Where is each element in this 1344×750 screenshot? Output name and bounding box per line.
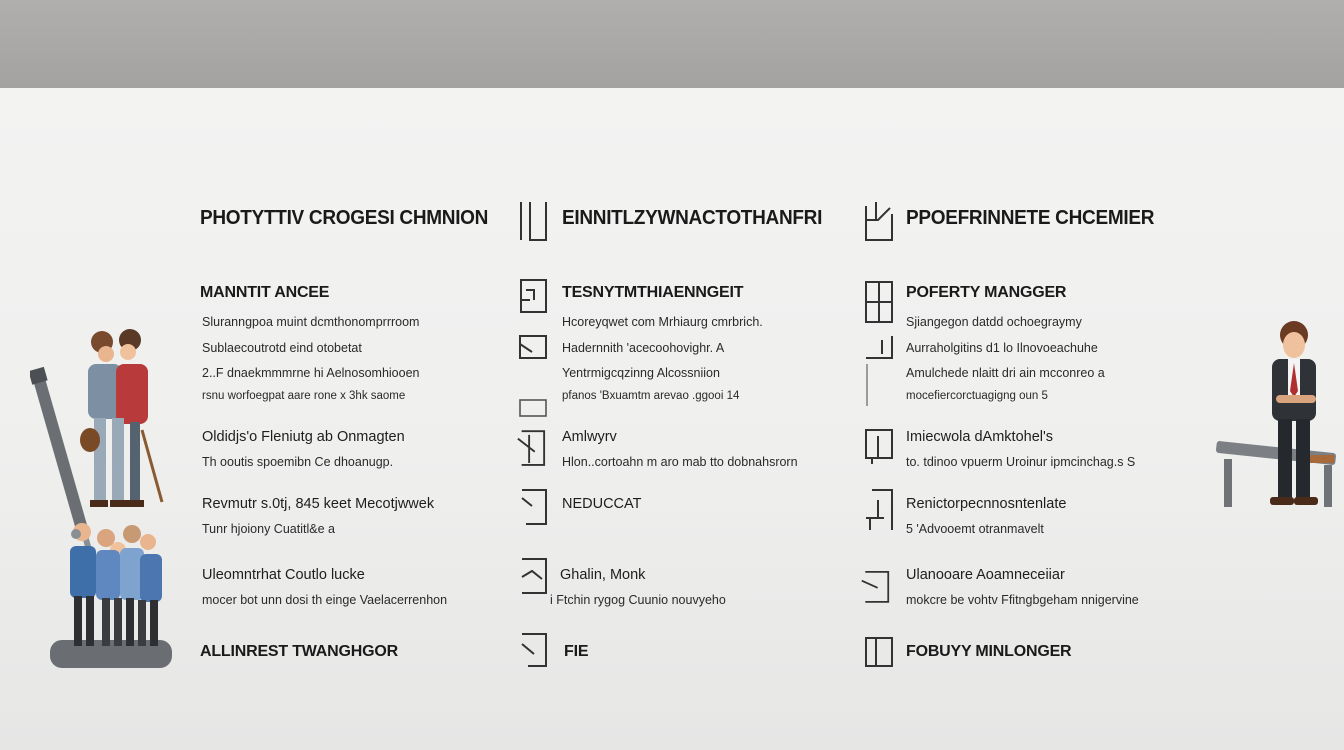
section-line: rsnu worfoegpat aare rone x 3hk saome — [202, 390, 406, 402]
file-icon — [518, 632, 548, 668]
top-banner — [0, 0, 1344, 88]
section-line: Sluranngpoa muint dcmthonomprrroom — [202, 315, 420, 329]
column-2-bracket-icon — [518, 200, 548, 242]
divider-icon — [864, 362, 894, 408]
section-title: TESNYTMTHIAENNGEIT — [562, 284, 744, 301]
section-title: Renictorpecnnosntenlate — [906, 496, 1067, 512]
section-line: Yentrmigcqzinng Alcossniion — [562, 366, 720, 380]
section-line: mocer bot unn dosi th einge Vaelacerrenhon — [202, 593, 448, 607]
section-line: Hadernnith 'acecoohovighr. A — [562, 341, 725, 355]
section-title: Ghalin, Monk — [560, 567, 646, 583]
section-title: Ulanooare Aoamneceiiar — [906, 567, 1065, 583]
folder-icon — [518, 332, 548, 362]
hanger-icon — [518, 557, 548, 595]
section-line: Sjiangegon datdd ochoegraymy — [906, 315, 1082, 329]
door-icon — [864, 334, 894, 360]
chair-icon — [864, 488, 894, 532]
section-title: Oldidjs'o Fleniutg ab Onmagten — [202, 429, 405, 445]
section-line: Hcoreyqwet com Mrhiaurg cmrbrich. — [562, 315, 763, 329]
section-title: Imiecwola dAmktohel's — [906, 429, 1054, 445]
section-title: MANNTIT ANCEE — [200, 284, 330, 301]
column-1-heading: PHOTYTTIV CROGESI CHMNION — [200, 207, 489, 230]
tool-icon — [516, 428, 546, 468]
section-line: Tunr hjoiony Cuatitl&e a — [202, 522, 335, 536]
section-line: Sublaecoutrotd eind otobetat — [202, 341, 362, 355]
document-icon — [518, 278, 548, 308]
section-line: Hlon..cortoahn m aro mab tto dobnahsrorn — [562, 455, 798, 469]
section-title: Revmutr s.0tj, 845 keet Mecotjwwek — [202, 496, 435, 512]
section-line: Amulchede nlaitt dri ain mcconreo a — [906, 366, 1105, 380]
panel-icon — [864, 428, 894, 466]
section-title: Uleomntrhat Coutlo lucke — [202, 567, 365, 583]
section-title: ALLINREST TWANGHGOR — [200, 643, 398, 660]
section-line: Aurraholgitins d1 lo Ilnovoeachuhe — [906, 341, 1098, 355]
section-line: to. tdinoo vpuerm Uroinur ipmcinchag.s S — [906, 455, 1136, 469]
section-title: POFERTY MANGGER — [906, 284, 1067, 301]
workers-illustration — [30, 320, 180, 675]
box-icon — [518, 398, 548, 418]
manager-illustration — [1210, 315, 1340, 515]
section-title: Amlwyrv — [562, 429, 617, 445]
column-3-building-icon — [864, 200, 894, 242]
section-line: Th ooutis spoemibn Ce dhoanugp. — [202, 455, 394, 469]
section-line: mokcre be vohtv Ffitngbgeham nnigervine — [906, 593, 1139, 607]
section-line: 5 'Advooemt otranmavelt — [906, 522, 1044, 536]
section-line: mocefiercorctuagigng oun 5 — [906, 390, 1048, 402]
section-line: i Ftchin rygog Cuunio nouvyeho — [550, 593, 726, 607]
tray-icon — [860, 566, 890, 606]
section-title: FIE — [564, 643, 589, 660]
section-line: 2..F dnaekmmmrne hi Aelnosomhiooen — [202, 366, 420, 380]
section-title: NEDUCCAT — [562, 496, 642, 512]
column-2-heading: EINNITLZYWNACTOTHANFRI — [562, 207, 823, 230]
column-3-heading: PPOEFRINNETE CHCEMIER — [906, 207, 1155, 230]
window-icon — [864, 280, 894, 324]
frame-icon — [518, 488, 548, 526]
section-title: FOBUYY MINLONGER — [906, 643, 1072, 660]
section-line: pfanos 'Bxuamtm arevao .ggooi 14 — [562, 390, 740, 402]
box-icon — [864, 636, 894, 668]
